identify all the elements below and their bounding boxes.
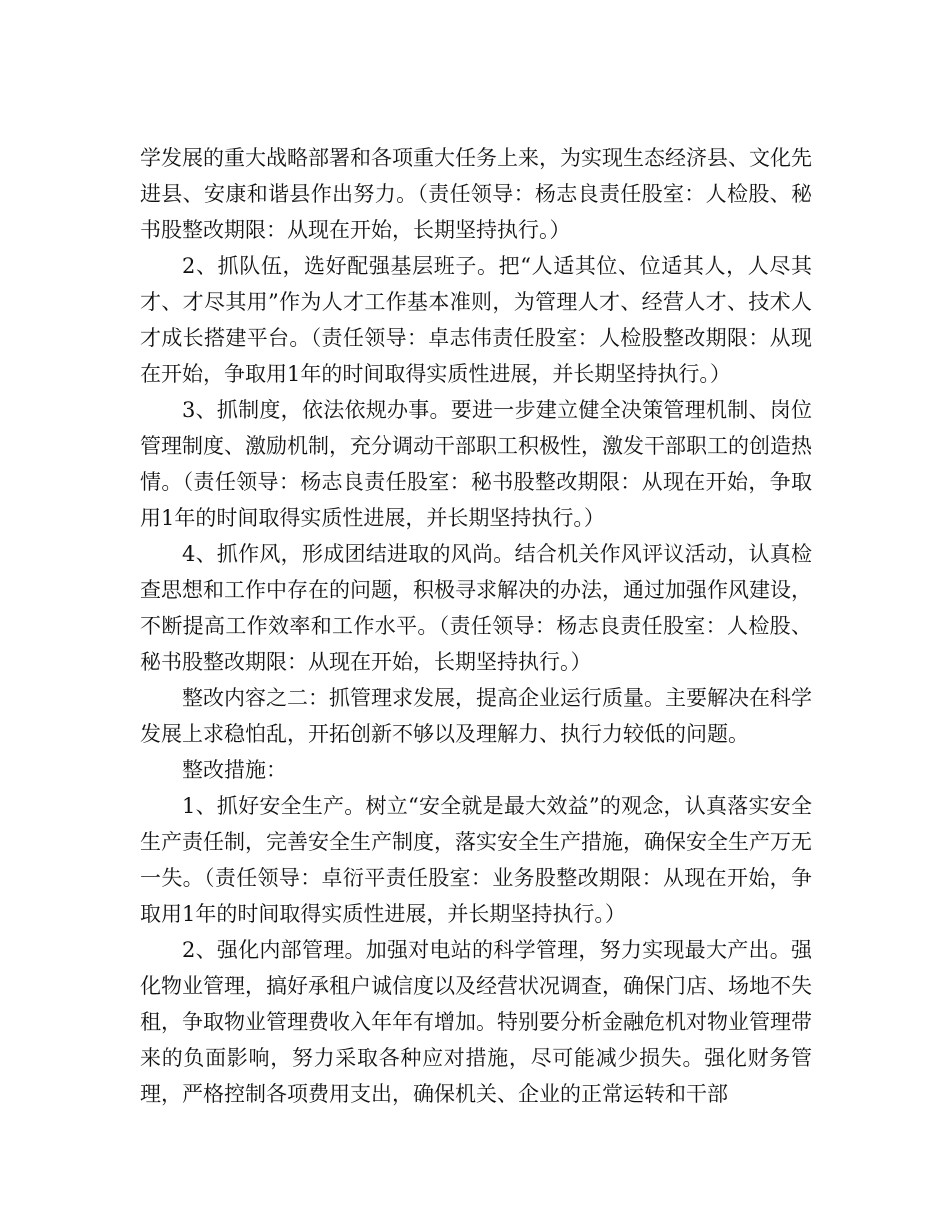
paragraph-rectification-content-2: 整改内容之二：抓管理求发展，提高企业运行质量。主要解决在科学发展上求稳怕乱，开拓创新不够以及理解力、执行力较低的问题。 — [140, 686, 812, 746]
paragraph-internal-management: 2、强化内部管理。加强对电站的科学管理，努力实现最大产出。强化物业管理，搞好承租户诚信度以及经营状况调查，确保门店、场地不失租，争取物业管理费收入年年有增加。特别要分析金融危机对物业管理带来的负面影响，努力采取各种应对措施，尽可能减少损失。强化财务管理，严格控制各项费用支出，确保机关、企业的正常运转和干部 — [140, 938, 812, 1106]
paragraph-team-building: 2、抓队伍，选好配强基层班子。把“人适其位、位适其人，人尽其才、才尽其用”作为人才工作基本准则，为管理人才、经营人才、技术人才成长搭建平台。（责任领导：卓志伟责任股室：人检股整改期限：从现在开始，争取用1年的时间取得实质性进展，并长期坚持执行。） — [140, 254, 812, 386]
paragraph-continuation: 学发展的重大战略部署和各项重大任务上来，为实现生态经济县、文化先进县、安康和谐县作出努力。（责任领导：杨志良责任股室：人检股、秘书股整改期限：从现在开始，长期坚持执行。） — [140, 146, 812, 242]
paragraph-work-style: 4、抓作风，形成团结进取的风尚。结合机关作风评议活动，认真检查思想和工作中存在的问题，积极寻求解决的办法，通过加强作风建设，不断提高工作效率和工作水平。（责任领导：杨志良责任股室：人检股、秘书股整改期限：从现在开始，长期坚持执行。） — [140, 542, 812, 674]
document-body — [140, 140, 812, 1112]
paragraph-rectification-measures-heading: 整改措施： — [182, 758, 287, 782]
paragraph-system-rules: 3、抓制度，依法依规办事。要进一步建立健全决策管理机制、岗位管理制度、激励机制，充分调动干部职工积极性，激发干部职工的创造热情。（责任领导：杨志良责任股室：秘书股整改期限：从现在开始，争取用1年的时间取得实质性进展，并长期坚持执行。） — [140, 398, 812, 530]
paragraph-safety-production: 1、抓好安全生产。树立“安全就是最大效益”的观念，认真落实安全生产责任制，完善安全生产制度，落实安全生产措施，确保安全生产万无一失。（责任领导：卓衍平责任股室：业务股整改期限：从现在开始，争取用1年的时间取得实质性进展，并长期坚持执行。） — [140, 794, 812, 926]
